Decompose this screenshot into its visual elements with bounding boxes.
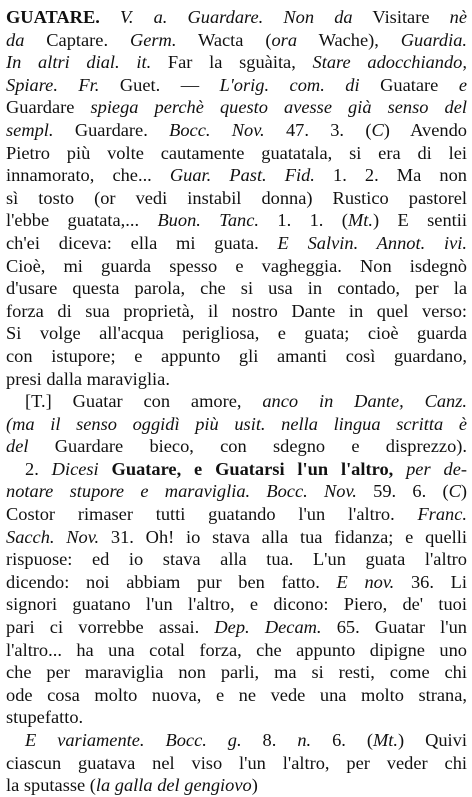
text-line — [6, 571, 467, 594]
text-run: Cioè, mi guarda spesso e vagheggia. Non isdegnò — [6, 255, 467, 276]
text-line — [6, 774, 467, 797]
text-line — [6, 277, 467, 300]
text-run: 1. 2. Ma non — [314, 165, 467, 186]
text-run: rispuose: ed io stava alla tua. L'un guata l'altro — [6, 549, 467, 570]
text-line — [6, 390, 467, 413]
text-run: Wache), — [297, 29, 401, 50]
text-line — [6, 706, 467, 729]
text-run: l'altro... ha una cotal forza, che appunto dipigne uno — [6, 639, 467, 660]
text-run: 59. 6. ( — [356, 481, 449, 502]
text-line — [6, 345, 467, 368]
text-line — [6, 142, 467, 165]
text-line — [6, 526, 467, 549]
italic-text: E nov. — [336, 571, 395, 592]
text-line — [6, 413, 467, 436]
text-line — [6, 729, 467, 752]
text-run: con istupore; e appunto gli amanti così guardano, — [6, 345, 467, 366]
italic-text: spiega perchè questo avesse già senso del — [90, 97, 467, 118]
italic-text: Germ. — [129, 29, 177, 50]
text-run: Wacta ( — [176, 29, 272, 50]
text-run: Guardare bieco, con sdegno e disprezzo). — [28, 436, 467, 457]
headword-text: Guatare, e Guatarsi l'un l'altro, — [111, 458, 394, 479]
italic-text: nè — [449, 7, 467, 27]
dictionary-entry — [6, 6, 467, 797]
italic-text: notare stupore e maraviglia. Bocc. Nov. — [6, 481, 357, 502]
italic-text: ora — [271, 29, 298, 50]
text-line — [6, 164, 467, 187]
text-run: signori guatano l'un l'altro, e dicono: Piero, de' tuoi — [6, 594, 467, 615]
text-line — [6, 616, 467, 639]
text-run: Pietro più volte cautamente guatatala, si era di lei — [6, 142, 467, 163]
italic-text: da — [6, 29, 25, 50]
italic-text: C — [371, 119, 384, 140]
text-run: la sputasse ( — [6, 775, 96, 796]
text-run: che per maraviglia non parli, ma si resti, come chi — [6, 662, 467, 683]
text-run: Costor rimaser tutti guatando l'un l'altro. — [6, 504, 418, 525]
text-run: innamorato, che... — [6, 165, 170, 186]
italic-text: Mt. — [372, 730, 398, 750]
text-line — [6, 6, 467, 29]
text-run: forza di sua proprietà, il nostro Dante in quel verso: — [6, 300, 467, 321]
text-run — [100, 7, 120, 27]
text-run: [T.] Guatar con amore, — [25, 391, 263, 412]
text-run: ch'ei diceva: ella mi guata. — [6, 232, 278, 253]
text-run: ) E sentii — [372, 210, 467, 231]
text-run: Captare. — [24, 29, 130, 50]
italic-text: Guar. Past. Fid. — [169, 165, 315, 186]
italic-text: E variamente. Bocc. g. — [25, 730, 242, 750]
text-run: 8. — [241, 730, 298, 750]
text-run: ciascun guatava nel viso l'un l'altro, per veder chi — [6, 752, 467, 773]
text-run: 36. Li — [394, 571, 467, 592]
text-line — [6, 74, 467, 97]
text-run: stupefatto. — [6, 707, 84, 728]
italic-text: Spiare. Fr. — [6, 74, 100, 95]
text-line — [6, 480, 467, 503]
text-run: presi dalla maraviglia. — [6, 368, 170, 389]
italic-text: sempl. — [6, 119, 54, 140]
text-run — [393, 459, 406, 479]
text-run: ) — [251, 775, 258, 796]
text-run: Far la sguàita, — [151, 52, 313, 73]
text-run: 2. — [25, 458, 52, 479]
italic-text: e — [458, 74, 467, 95]
text-run: 31. Oh! io stava alla tua fidanza; e quelli — [99, 526, 467, 547]
text-line — [6, 51, 467, 74]
text-line — [6, 232, 467, 255]
text-run: 47. 3. ( — [264, 119, 372, 140]
italic-text: Dicesi — [51, 458, 99, 479]
italic-text: (ma il senso oggidì più usit. nella lingua scritta è — [6, 413, 467, 434]
text-line — [6, 209, 467, 232]
text-line — [6, 187, 467, 210]
italic-text: Franc. — [417, 504, 467, 525]
text-line — [6, 593, 467, 616]
text-line — [6, 684, 467, 707]
text-line — [6, 752, 467, 775]
italic-text: Guardia. — [400, 29, 467, 50]
text-run: sì tosto (or vedi instabil donna) Rustico pastorel — [6, 187, 467, 208]
italic-text: V. a. Guardare. Non da — [119, 7, 353, 27]
italic-text: In altri dial. it. — [6, 52, 152, 73]
italic-text: Sacch. Nov. — [6, 526, 100, 547]
italic-text: Dep. Decam. — [214, 617, 322, 638]
text-line — [6, 29, 467, 52]
text-run: Si volge all'acqua perigliosa, e guata; cioè guarda — [6, 323, 467, 344]
text-line — [6, 368, 467, 391]
text-line — [6, 639, 467, 662]
text-run: l'ebbe guatata,... — [6, 210, 158, 231]
text-run: pari ci vorrebbe assai. — [6, 617, 215, 638]
text-line — [6, 458, 467, 481]
italic-text: Mt. — [347, 210, 373, 231]
text-run: d'usare questa parola, che si usa in contado, per la — [6, 278, 467, 299]
italic-text: C — [448, 481, 461, 502]
text-line — [6, 548, 467, 571]
headword-text: GUATARE. — [6, 7, 100, 27]
italic-text: E Salvin. Annot. ivi. — [277, 232, 467, 253]
text-line — [6, 322, 467, 345]
text-run: ode cosa molto nuova, e ne vede una molto strana, — [6, 684, 467, 705]
italic-text: anco in Dante, Canz. — [262, 391, 467, 412]
text-run: ) Quivi — [397, 730, 467, 750]
text-run: Visitare — [352, 7, 450, 27]
italic-text: n. — [297, 730, 312, 750]
text-run: Guardare — [6, 97, 91, 118]
text-run: dicendo: noi abbiam pur ben fatto. — [6, 571, 337, 592]
text-line — [6, 255, 467, 278]
italic-text: Stare adocchiando, — [312, 52, 467, 73]
text-run: Guet. — — [99, 74, 220, 95]
italic-text: L'orig. com. di — [219, 74, 360, 95]
text-line — [6, 119, 467, 142]
text-line — [6, 661, 467, 684]
text-run: 6. ( — [311, 730, 373, 750]
text-run: 1. 1. ( — [258, 210, 348, 231]
italic-text: Buon. Tanc. — [157, 210, 259, 231]
text-run: ) — [460, 481, 467, 502]
text-line — [6, 96, 467, 119]
italic-text: Bocc. Nov. — [169, 119, 265, 140]
italic-text: la galla del gengiovo — [95, 775, 252, 796]
text-run: 65. Guatar l'un — [321, 617, 467, 638]
text-line — [6, 435, 467, 458]
text-run: Guardare. — [53, 119, 170, 140]
italic-text: del — [6, 436, 29, 457]
text-line — [6, 503, 467, 526]
text-run: Guatare — [359, 74, 459, 95]
italic-text: per de- — [406, 458, 467, 479]
text-run — [99, 459, 112, 479]
text-run: ) Avendo — [383, 119, 467, 140]
text-line — [6, 300, 467, 323]
